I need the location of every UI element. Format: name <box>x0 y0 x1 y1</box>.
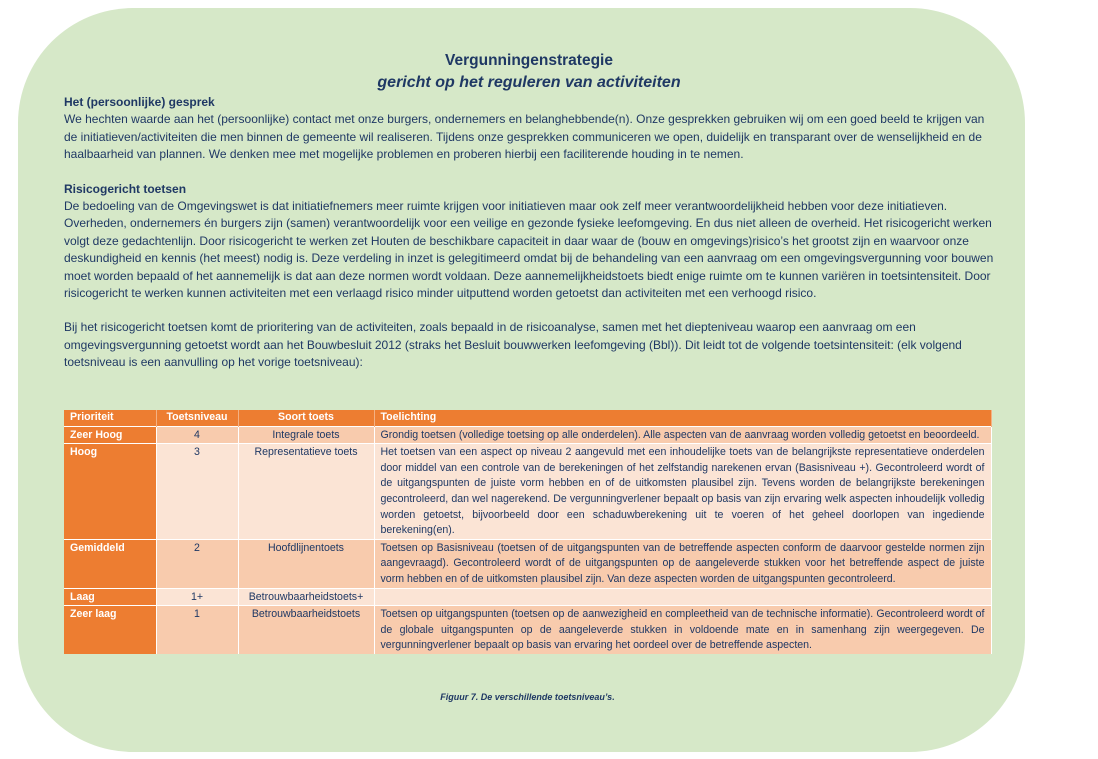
cell-prioriteit: Laag <box>64 588 156 606</box>
cell-toetsniveau: 4 <box>156 426 238 444</box>
header-soort-toets: Soort toets <box>238 410 374 426</box>
document-subtitle: gericht op het reguleren van activiteiten <box>377 74 681 91</box>
table-row <box>64 444 991 540</box>
table-row <box>64 426 991 444</box>
section-paragraph-risicogericht-1: De bedoeling van de Omgevingswet is dat initiatiefnemers meer ruimte krijgen voor initiatieven maar ook zelf meer verantwoordelijkheid hebben voor deze initiatieven. Overheden, ondernemers én burgers zijn (samen) verantwoordelijk voor een veilige en gezonde fysieke leefomgeving. En dus niet alleen de overheid. Het risicogericht werken volgt deze gedachtenlijn. Door risicogericht te werken zet Houten de beschikbare capaciteit in daar waar de (bouw en omgevings)risico’s het grootst zijn en waarvoor onze deskundigheid en kennis (het meest) nodig is. Deze verdeling in inzet is gelegitimeerd omdat bij de behandeling van een aanvraag om een omgevingsvergunning voor bouwen moet worden bepaald of het aannemelijk is dat aan deze normen wordt voldaan. Deze aannemelijkheidstoets biedt enige ruimte om te kunnen variëren in toetsintensiteit. Door risicogericht te werken kunnen activiteiten met een verlaagd risico minder uitputtend worden getoetst dan activiteiten met een verhoogd risico. <box>64 199 994 301</box>
table-row <box>64 606 991 654</box>
cell-toelichting: Toetsen op uitgangspunten (toetsen op de aanwezigheid en compleetheid van de technische informatie). Gecontroleerd wordt of de globale uitgangspunten op de aangeleverde stukken in voldoende mate en in samenhang zijn weergegeven. De vergunningverlener bepaalt op basis van ervaring het oordeel over de betreffende aspecten. <box>374 606 991 654</box>
cell-toetsniveau: 1 <box>156 606 238 654</box>
section-heading-gesprek: Het (persoonlijke) gesprek <box>64 95 215 109</box>
table-row <box>64 588 991 606</box>
cell-prioriteit: Hoog <box>64 444 156 540</box>
cell-toelichting: Grondig toetsen (volledige toetsing op alle onderdelen). Alle aspecten van de aanvraag worden volledig getoetst en beoordeeld. <box>374 426 991 444</box>
section-paragraph-gesprek: We hechten waarde aan het (persoonlijke) contact met onze burgers, ondernemers en belanghebbende(n). Onze gesprekken gebruiken wij om een goed beeld te krijgen van de initiatieven/activiteiten die men binnen de gemeente wil realiseren. Tijdens onze gesprekken communiceren we open, duidelijk en transparant over de wenselijkheid en de haalbaarheid van plannen. We denken mee met mogelijke problemen en proberen hierbij een faciliterende houding in te nemen. <box>64 112 985 162</box>
document-body <box>64 50 994 372</box>
header-toelichting: Toelichting <box>374 410 991 426</box>
section-heading-risicogericht: Risicogericht toetsen <box>64 181 187 196</box>
cell-soort-toets: Betrouwbaarheidstoets+ <box>238 588 374 606</box>
table-row <box>64 539 991 588</box>
header-toetsniveau: Toetsniveau <box>156 410 238 426</box>
cell-soort-toets: Betrouwbaarheidstoets <box>238 606 374 654</box>
cell-soort-toets: Hoofdlijnentoets <box>238 539 374 588</box>
cell-toelichting: Toetsen op Basisniveau (toetsen of de uitgangspunten van de betreffende aspecten conform de daarvoor gestelde normen zijn aangevraagd). Gecontroleerd wordt of de uitgangspunten op de aangeleverde stukken voor het betreffende aspect de juiste vorm hebben en of de uitkomsten plausibel zijn. Van deze aspecten worden de uitgangspunten gecontroleerd. <box>374 539 991 588</box>
cell-prioriteit: Zeer Hoog <box>64 426 156 444</box>
cell-toetsniveau: 3 <box>156 444 238 540</box>
cell-toelichting: Het toetsen van een aspect op niveau 2 aangevuld met een inhoudelijke toets van de belangrijkste representatieve onderdelen door middel van een controle van de berekeningen of het zelfstandig narekenen ervan (Basisniveau +). Gecontroleerd wordt of de uitgangspunten de juiste vorm hebben en of de uitkomsten plausibel zijn. Tevens worden de belangrijkste berekeningen gecontroleerd, dan wel nagerekend. De vergunningverlener bepaalt op basis van zijn ervaring welk aspecten inhoudelijk volledig worden getoetst, bijvoorbeeld door een schaduwberekening uit te voeren of het geheel doorlopen van ingediende berekening(en). <box>374 444 991 540</box>
section-paragraph-risicogericht-2: Bij het risicogericht toetsen komt de prioritering van de activiteiten, zoals bepaald in de risicoanalyse, samen met het diepteniveau waarop een aanvraag om een omgevingsvergunning getoetst wordt aan het Bouwbesluit 2012 (straks het Besluit bouwwerken leefomgeving (Bbl)). Dit leidt tot de volgende toetsintensiteit: (elk volgend toetsniveau is een aanvulling op het vorige toetsniveau): <box>64 320 962 370</box>
cell-soort-toets: Representatieve toets <box>238 444 374 540</box>
cell-toetsniveau: 2 <box>156 539 238 588</box>
table-header-row <box>64 410 991 426</box>
cell-soort-toets: Integrale toets <box>238 426 374 444</box>
cell-toetsniveau: 1+ <box>156 588 238 606</box>
cell-prioriteit: Zeer laag <box>64 606 156 654</box>
cell-prioriteit: Gemiddeld <box>64 539 156 588</box>
paragraph-spacer <box>64 164 994 181</box>
paragraph-spacer <box>64 302 994 319</box>
figure-caption: Figuur 7. De verschillende toetsniveau’s. <box>440 692 615 702</box>
toetsniveau-table <box>64 410 992 654</box>
document-title: Vergunningenstrategie <box>445 52 613 69</box>
header-prioriteit: Prioriteit <box>64 410 156 426</box>
cell-toelichting <box>374 588 991 606</box>
